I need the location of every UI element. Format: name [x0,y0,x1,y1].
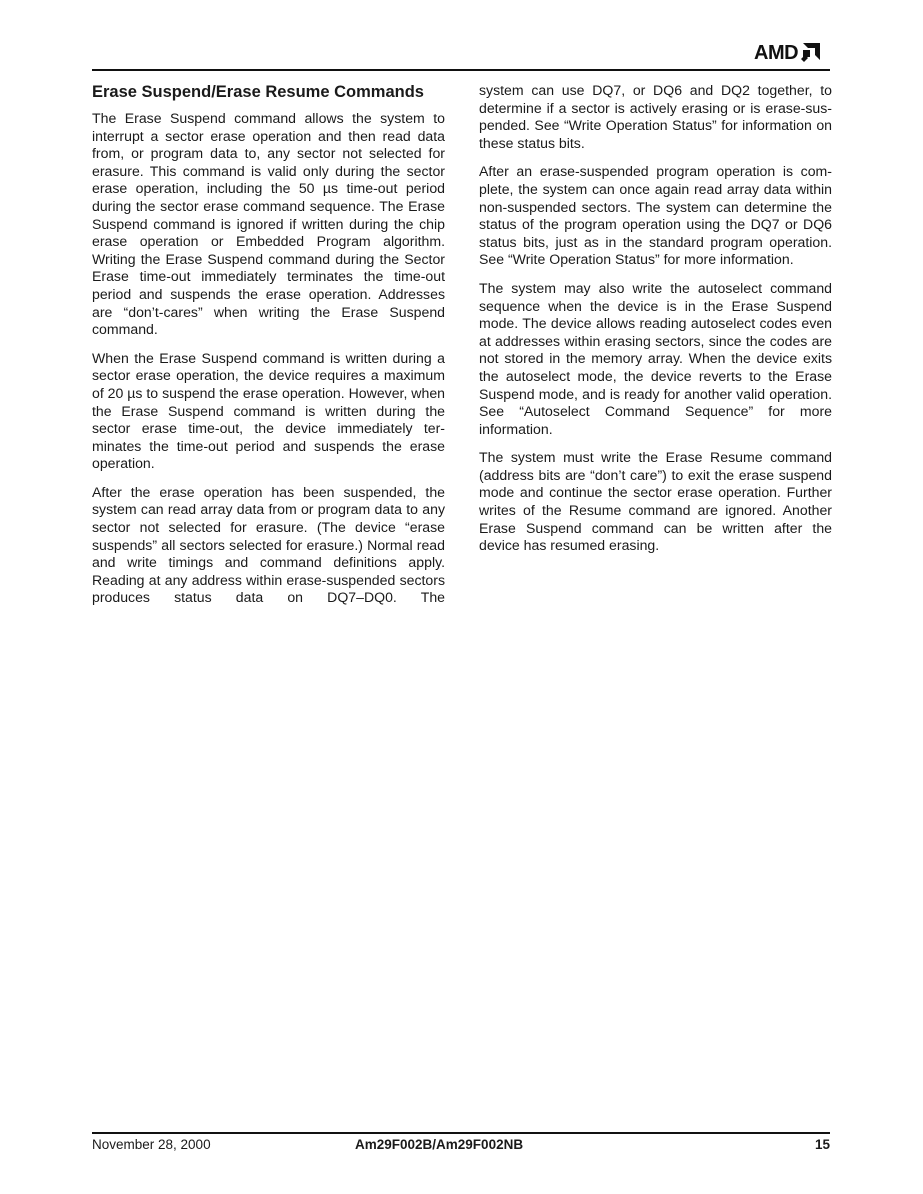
paragraph: The system may also write the autoselect command sequence when the device is in the Erase Suspend mode. The device allows reading autoselect codes even at addresses within erasing sectors, since the codes are not stored in the memory array. When the device exits the autoselect mode, the device reverts to the Erase Suspend mode, and is ready for another valid operation. See “Autoselect Command Sequence” for more information. [479,279,832,437]
paragraph: The system must write the Erase Resume command (address bits are “don’t care”) to exit the erase suspend mode and continue the sector erase operation. Further writes of the Resume command are ignored. Another Erase Suspend command can be written after the device has resumed erasing. [479,449,832,554]
paragraph: After an erase-suspended program operation is complete, the system can once again read array data within non-suspended sectors. The system can determine the status of the program operation using the DQ7 or DQ6 status bits, just as in the standard program operation. See “Write Operation Status” for more information. [479,163,832,268]
paragraph: After the erase operation has been suspended, the system can read array data from or program data to any sector not selected for erasure. (The device “erase suspends” all sectors selected for erasure.) Normal read and write timings and command definitions apply. Reading at any address within erase-suspended sectors produces status data on DQ7–DQ0. The [92,483,445,606]
section-title: Erase Suspend/Erase Resume Commands [92,83,424,101]
paragraph: The Erase Suspend command allows the system to interrupt a sector erase operation and then read data from, or program data to, any sector not selected for erasure. This command is valid only during the sector erase operation, including the 50 µs time-out period during the sector erase command sequence. The Erase Suspend command is ignored if written during the chip erase operation or Embedded Program algorithm. Writing the Erase Suspend command during the Sector Erase time-out immediately terminates the time-out period and suspends the erase operation. Addresses are “don’t-cares” when writing the Erase Suspend command. [92,110,445,338]
paragraph: system can use DQ7, or DQ6 and DQ2 together, to determine if a sector is actively erasing or is erase-suspended. See “Write Operation Status” for information on these status bits. [479,82,832,151]
footer-page-number: 15 [814,1137,830,1152]
amd-logo-text: AMD [754,42,799,64]
left-column [92,82,445,618]
header-rule [92,69,830,71]
footer-part-number: Am29F002B/Am29F002NB [355,1137,524,1152]
footer-date: November 28, 2000 [92,1137,211,1152]
right-column [479,82,832,566]
amd-logo [754,42,820,64]
footer-rule [92,1132,830,1134]
paragraph: When the Erase Suspend command is written during a sector erase operation, the device requires a maximum of 20 µs to suspend the erase operation. However, when the Erase Suspend command is written during the sector erase time-out, the device immediately terminates the time-out period and suspends the erase operation. [92,349,445,472]
amd-arrow-icon [800,43,820,63]
